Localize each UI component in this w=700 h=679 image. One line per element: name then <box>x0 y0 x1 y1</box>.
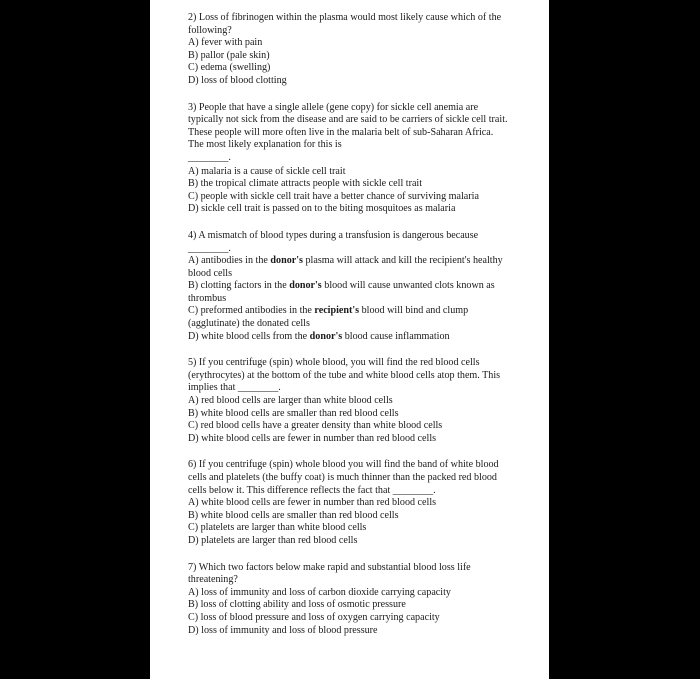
question-stem: 2) Loss of fibrinogen within the plasma would most likely cause which of the following? <box>188 12 502 36</box>
option-c <box>188 305 508 330</box>
option-b <box>188 280 508 305</box>
option-text: B) clotting factors in the <box>188 280 290 292</box>
option-c: C) loss of blood pressure and loss of oxygen carrying capacity <box>188 611 440 623</box>
document-content <box>188 12 508 651</box>
option-emphasis: recipient's <box>314 305 360 317</box>
option-d <box>188 331 508 344</box>
option-text: plasma will attack and kill the recipient's healthy blood cells <box>188 255 503 279</box>
option-a: A) red blood cells are larger than white blood cells <box>188 395 393 407</box>
option-c: C) edema (swelling) <box>188 62 271 74</box>
option-text: blood will bind and clump (agglutinate) the donated cells <box>188 305 469 330</box>
option-text: C) preformed antibodies in the <box>188 305 315 317</box>
option-c: C) red blood cells have a greater density than white blood cells <box>188 420 443 432</box>
question-stem: 5) If you centrifuge (spin) whole blood, you will find the red blood cells (erythrocytes) at the bottom of the tube and white blood cells atop them. This implies that ________. <box>188 357 501 394</box>
option-c: C) platelets are larger than white blood cells <box>188 522 367 534</box>
question-stem: 7) Which two factors below make rapid and substantial blood loss life threatening? <box>188 561 471 586</box>
option-emphasis: donor's <box>289 280 322 292</box>
option-text: D) white blood cells from the <box>188 330 310 342</box>
option-a: A) loss of immunity and loss of carbon dioxide carrying capacity <box>188 586 451 598</box>
question-3 <box>188 102 508 216</box>
option-d: D) loss of immunity and loss of blood pressure <box>188 624 378 636</box>
option-a: A) fever with pain <box>188 37 263 49</box>
question-2 <box>188 12 508 88</box>
option-text: blood cause inflammation <box>342 330 450 342</box>
option-c: C) people with sickle cell trait have a better chance of surviving malaria <box>188 190 479 202</box>
option-b: B) pallor (pale skin) <box>188 49 270 61</box>
option-emphasis: donor's <box>270 255 303 267</box>
option-d: D) sickle cell trait is passed on to the biting mosquitoes as malaria <box>188 203 456 215</box>
question-6 <box>188 459 508 547</box>
option-text: A) antibodies in the <box>188 255 271 267</box>
option-a: A) malaria is a cause of sickle cell trait <box>188 165 346 177</box>
question-stem: 4) A mismatch of blood types during a transfusion is dangerous because ________. <box>188 229 479 254</box>
option-b: B) white blood cells are smaller than red blood cells <box>188 407 399 419</box>
answer-blank: ________. <box>188 151 231 163</box>
option-text: blood will cause unwanted clots known as thrombus <box>188 280 495 304</box>
question-stem: 6) If you centrifuge (spin) whole blood you will find the band of white blood cells and platelets (the buffy coat) is much thinner than the packed red blood cells below it. This difference reflects the fact that ________. <box>188 459 499 496</box>
option-d: D) platelets are larger than red blood cells <box>188 534 358 546</box>
option-b: B) white blood cells are smaller than red blood cells <box>188 509 399 521</box>
question-7 <box>188 562 508 638</box>
option-d: D) white blood cells are fewer in number than red blood cells <box>188 432 437 444</box>
document-page <box>150 0 549 679</box>
question-4 <box>188 230 508 343</box>
option-b: B) loss of clotting ability and loss of osmotic pressure <box>188 599 406 611</box>
option-b: B) the tropical climate attracts people with sickle cell trait <box>188 178 423 190</box>
question-stem: 3) People that have a single allele (gene copy) for sickle cell anemia are typically not sick from the disease and are said to be carriers of sickle cell trait. These people will more often live in the malaria belt of sub-Saharan Africa. The most likely explanation for this is <box>188 101 508 151</box>
option-a: A) white blood cells are fewer in number than red blood cells <box>188 497 437 509</box>
option-a <box>188 255 508 280</box>
option-d: D) loss of blood clotting <box>188 74 287 86</box>
question-5 <box>188 357 508 445</box>
option-emphasis: donor's <box>309 330 343 342</box>
